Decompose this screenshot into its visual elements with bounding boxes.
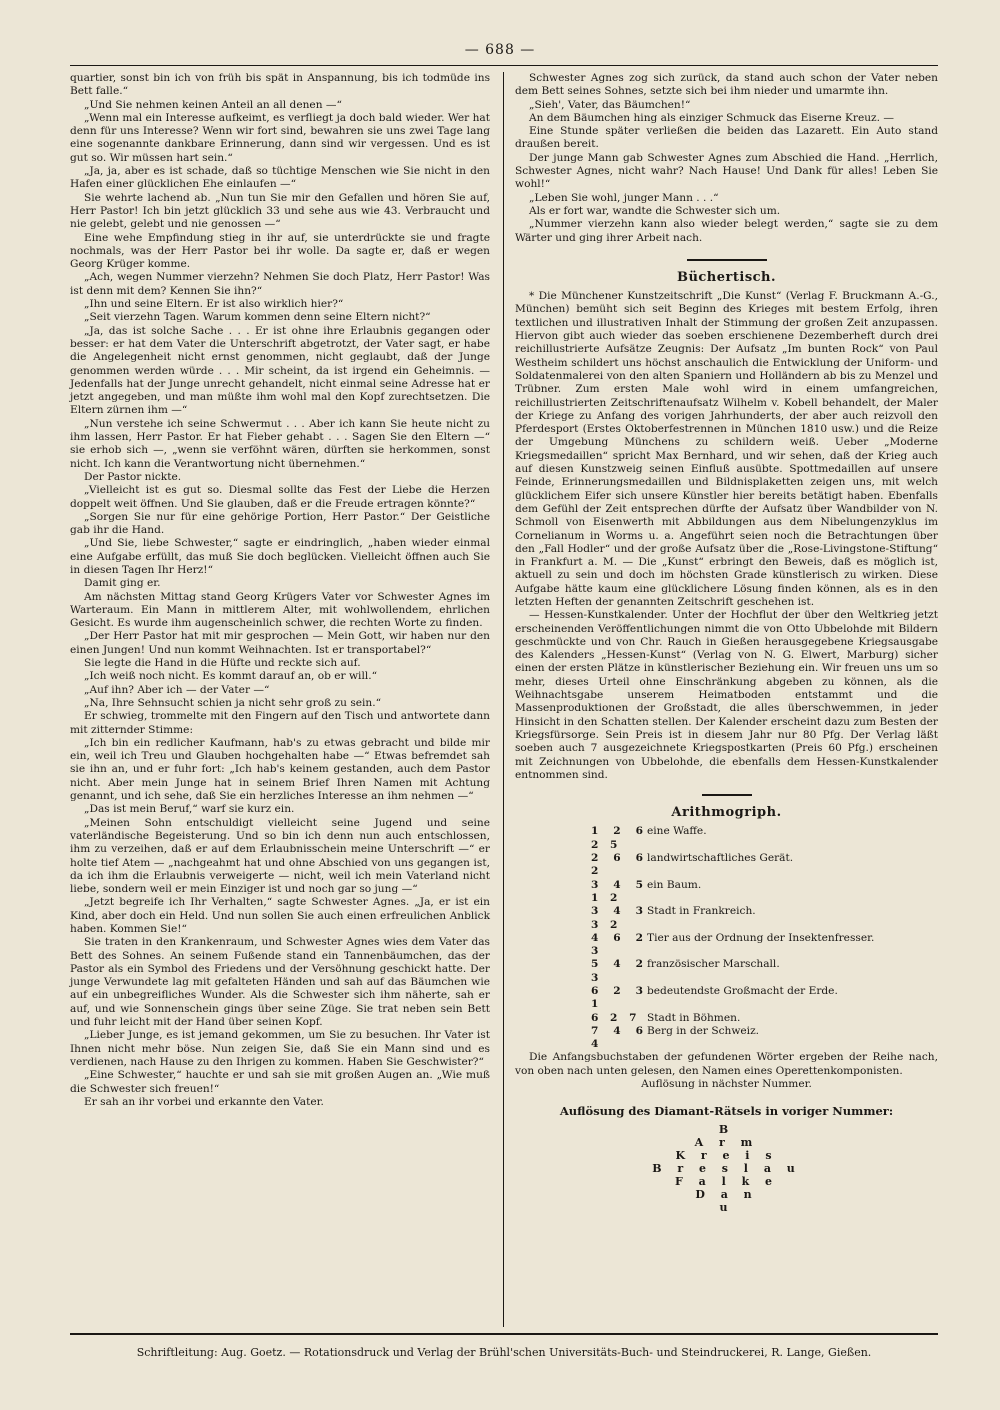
story-paragraph: „Auf ihn? Aber ich — der Vater —“ xyxy=(84,683,270,696)
puzzle-number-code: 5 4 2 3 xyxy=(591,958,647,984)
story-paragraph: „Ach, wegen Nummer vierzehn? Nehmen Sie doch Platz, Herr Pastor! Was ist denn mit dem? Kennen Sie ihn?“ xyxy=(70,271,490,297)
puzzle-number-code: 6 2 3 1 xyxy=(591,985,647,1011)
story-paragraph: „Eine Schwester,“ hauchte er und sah sie mit großen Augen an. „Wie muß die Schwester sich freuen!“ xyxy=(70,1069,490,1095)
puzzle-clue: Berg in der Schweiz. xyxy=(647,1024,760,1037)
diamond-row: u xyxy=(719,1200,734,1214)
section-separator xyxy=(687,259,767,261)
story-paragraph: „Seit vierzehn Tagen. Warum kommen denn seine Eltern nicht?“ xyxy=(84,311,431,324)
solution-heading: Auflösung des Diamant-Rätsels in voriger Nummer: xyxy=(559,1104,894,1119)
story-paragraph: „Leben Sie wohl, junger Mann . . .“ xyxy=(529,191,719,204)
puzzle-number-code: 3 4 5 1 2 xyxy=(591,878,647,904)
right-column xyxy=(515,72,938,1214)
column-divider xyxy=(503,72,504,1327)
puzzle-clue: landwirtschaftliches Gerät. xyxy=(647,852,794,865)
story-paragraph: „Ich weiß noch nicht. Es kommt darauf an, ob er will.“ xyxy=(84,670,378,683)
story-paragraph: Der Pastor nickte. xyxy=(84,470,182,483)
puzzle-number-code: 2 6 6 2 xyxy=(591,852,647,878)
story-paragraph: Er sah an ihr vorbei und erkannte den Vater. xyxy=(84,1095,324,1108)
book-review-paragraph: * Die Münchener Kunstzeitschrift „Die Kunst“ (Verlag F. Bruckmann A.-G., München) bemüht sich seit Beginn des Krieges mit bestem Erfolg, ihren textlichen und illustrativen Inhalt der Stimmung der großen Zeit anzupassen. Hiervon gibt auch wieder das soeben erschienene Dezemberheft durch drei reichillustrierte Aufsätze Zeugnis: Der Aufsatz „Im bunten Rock“ von Paul Westheim schildert uns höchst anschaulich die Entwicklung der Uniform- und Soldatenmalerei von den alten Spaniern und Holländern ab bis zu Menzel und Trübner. Zum ersten Male wohl wird in einem umfangreichen, reichillustrierten Zeitschriftenaufsatz Wilhelm v. Kobell behandelt, der Maler der Kriege zu Anfang des vorigen Jahrhunderts, der aber auch reizvoll den Pferdesport (Erstes Oktoberfestrennen in München 1810 usw.) und die Reize der Umgebung Münchens zu schildern weiß. Ueber „Moderne Kriegsmedaillen“ spricht Max Bernhard, und wir sehen, daß der Krieg auch auf diesen Kunstzweig seinen Einfluß ausübte. Spottmedaillen auf unsere Feinde, Erinnerungsmedaillen und Bildnisplaketten zeigen uns, mit welch glücklichem Eifer sich unsere Künstler hier bereits betätigt haben. Ebenfalls dem Gefühl der Zeit entsprechen dürfte der Aufsatz über Wandbilder von N. Schmoll von Eisenwerth mit Abbildungen aus dem Nibelungenzyklus im Cornelianum in Worms u. a. Angeführt seien noch die Betrachtungen über den „Fall Hodler“ und der große Aufsatz über die „Rose-Livingstone-Stiftung“ in Frankfurt a. M. — Die „Kunst“ erbringt den Beweis, daß es möglich ist, aktuell zu sein und doch im höchsten Grade künstlerisch zu wirken. Diese Aufgabe hätte kaum eine glücklichere Lösung finden können, als es in den letzten Heften der genannten Zeitschrift geschehen ist. xyxy=(515,290,938,608)
puzzle-row xyxy=(515,879,938,906)
diamond-row: D a n xyxy=(695,1187,758,1201)
story-paragraph: Sie traten in den Krankenraum, und Schwester Agnes wies dem Vater das Bett des Sohnes. An seinem Fußende stand ein Tannenbäumchen, das der Pastor als ein Symbol des Friedens und der Versöhnung geschickt hatte. Der junge Verwundete lag mit gefalteten Händen und sah auf das Bäumchen wie auf ein unbegreifliches Wunder. Als die Schwester sich ihm näherte, sah er auf, und wie Sonnenschein gings über seine Züge. Sie trat neben sein Bett und fuhr leicht mit der Hand über seinen Kopf. xyxy=(70,936,490,1029)
story-paragraph: „Ja, das ist solche Sache . . . Er ist ohne ihre Erlaubnis gegangen oder besser: er hat dem Vater die Unterschrift abgetrotzt, der Vater sagt, er habe die Angelegenheit nicht ernst genommen, nicht geglaubt, daß der Junge genommen werden würde . . . Mir scheint, da ist irgend ein Geheimnis. — Jedenfalls hat der Junge unrecht gehandelt, nicht einmal seine Adresse hat er jetzt angegeben, und man müßte ihm wohl mal den Kopf zurechtsetzen. Die Eltern zürnen ihm —“ xyxy=(70,324,490,417)
story-paragraph: Eine wehe Empfindung stieg in ihr auf, sie unterdrückte sie und fragte nochmals, was der Herr Pastor bei ihr wolle. Da sagte er, daß er wegen Georg Krüger komme. xyxy=(70,231,490,271)
puzzle-clue: bedeutendste Großmacht der Erde. xyxy=(647,985,838,997)
story-paragraph: „Ja, ja, aber es ist schade, daß so tüchtige Menschen wie Sie nicht in den Hafen einer glücklichen Ehe einlaufen —“ xyxy=(70,165,490,191)
puzzle-note: Auflösung in nächster Nummer. xyxy=(641,1078,812,1091)
puzzle-row xyxy=(515,1012,938,1025)
story-paragraph: Damit ging er. xyxy=(84,577,161,590)
puzzle-clue: Tier aus der Ordnung der Insektenfresser. xyxy=(647,931,875,944)
puzzle-instruction: Die Anfangsbuchstaben der gefundenen Wörter ergeben der Reihe nach, von oben nach unten gelesen, den Namen eines Operettenkomponisten. xyxy=(515,1051,938,1077)
story-paragraph: Er schwieg, trommelte mit den Fingern auf den Tisch und antwortete dann mit zitternder Stimme: xyxy=(70,710,490,736)
puzzle-number-code: 4 6 2 3 xyxy=(591,931,647,958)
puzzle-clue: eine Waffe. xyxy=(647,825,707,838)
puzzle-number-code: 6 2 7 xyxy=(591,1011,641,1024)
puzzle-row xyxy=(515,852,938,879)
top-rule xyxy=(70,65,938,66)
puzzle-clue: französischer Marschall. xyxy=(647,958,780,971)
books-section xyxy=(515,290,938,782)
story-paragraph: Eine Stunde später verließen die beiden das Lazarett. Ein Auto stand draußen bereit. xyxy=(515,125,938,151)
diamond-row: K r e i s xyxy=(675,1148,778,1162)
story-paragraph: „Wenn mal ein Interesse aufkeimt, es verfliegt ja doch bald wieder. Wer hat denn für uns Interesse? Wenn wir fort sind, bewahren sie uns zwei Tage lang eine sogenannte dankbare Erinnerung, dann sind wir vergessen. Und es ist gut so. Wir müssen hart sein.“ xyxy=(70,111,490,164)
story-paragraph: „Sieh', Vater, das Bäumchen!“ xyxy=(529,98,691,111)
diamond-row: B xyxy=(718,1122,735,1136)
story-paragraph: „Lieber Junge, es ist jemand gekommen, um Sie zu besuchen. Ihr Vater ist Ihnen nicht mehr böse. Nun zeigen Sie, daß Sie ein Mann sind und es verdienen, nach Hause zu den Ihrigen zu kommen. Haben Sie Geschwister?“ xyxy=(70,1029,490,1068)
story-paragraph: Am nächsten Mittag stand Georg Krügers Vater vor Schwester Agnes im Warteraum. Ein Mann in mittlerem Alter, mit wohlwollendem, ehrlichen Gesicht. Es wurde ihm augenscheinlich schwer, die rechten Worte zu finden. xyxy=(70,590,490,630)
story-end xyxy=(515,72,938,245)
puzzle-number-code: 3 4 3 3 2 xyxy=(591,905,647,931)
story-paragraph: Als er fort war, wandte die Schwester sich um. xyxy=(529,204,781,217)
section-separator-2 xyxy=(702,794,752,796)
story-paragraph: „Jetzt begreife ich Ihr Verhalten,“ sagte Schwester Agnes. „Ja, er ist ein Kind, aber doch ein Held. Und nun sollen Sie auch einen erfreulichen Anblick haben. Kommen Sie!“ xyxy=(70,896,490,935)
puzzle-list xyxy=(515,825,938,1051)
puzzle-row xyxy=(515,932,938,959)
page-number: — 688 — xyxy=(464,42,536,58)
left-column xyxy=(70,72,490,1109)
diamond-row: B r e s l a u xyxy=(652,1161,801,1175)
puzzle-number-code: 1 2 6 2 5 xyxy=(591,825,647,851)
story-paragraph: „Na, Ihre Sehnsucht schien ja nicht sehr groß zu sein.“ xyxy=(84,696,382,709)
story-paragraph: „Und Sie, liebe Schwester,“ sagte er eindringlich, „haben wieder einmal eine Aufgabe erfüllt, das muß Sie doch beglücken. Vielleicht öffnen auch Sie in diesen Tagen Ihr Herz!“ xyxy=(70,537,490,576)
puzzle-row xyxy=(515,1025,938,1052)
puzzle-row xyxy=(515,985,938,1012)
story-paragraph: „Der Herr Pastor hat mit mir gesprochen — Mein Gott, wir haben nur den einen Jungen! Und nun kommt Weihnachten. Ist er transportabel?“ xyxy=(70,630,490,656)
diamond-solution xyxy=(515,1123,938,1214)
bottom-rule xyxy=(70,1333,938,1335)
diamond-row: F a l k e xyxy=(674,1174,779,1188)
story-paragraph: An dem Bäumchen hing als einziger Schmuck das Eiserne Kreuz. — xyxy=(529,111,894,124)
puzzle-clue: ein Baum. xyxy=(647,878,702,891)
diamond-row: A r m xyxy=(694,1135,759,1149)
story-paragraph: „Meinen Sohn entschuldigt vielleicht seine Jugend und seine vaterländische Begeisterung. Und so bin ich denn nun auch entschlossen, ihm zu verzeihen, daß er auf dem Erlaubnisschein meine Unterschrift —“ er holte tief Atem — „nachgeahmt hat und ohne Abschied von uns gegangen ist, da ich ihm die Erlaubnis verweigerte — nicht, weil ich mein Vaterland nicht liebe, sondern weil er mein Einziger ist und noch gar so jung —“ xyxy=(70,816,490,896)
books-heading: Büchertisch. xyxy=(676,269,777,285)
story-paragraph: Schwester Agnes zog sich zurück, da stand auch schon der Vater neben dem Bett seines Sohnes, setzte sich bei ihm nieder und umarmte ihn. xyxy=(515,72,938,98)
puzzle-row xyxy=(515,958,938,985)
story-paragraph: Der junge Mann gab Schwester Agnes zum Abschied die Hand. „Herrlich, Schwester Agnes, nicht wahr? Nach Hause! Und Dank für alles! Leben Sie wohl!“ xyxy=(515,151,938,191)
puzzle-clue: Stadt in Böhmen. xyxy=(647,1011,741,1024)
story-paragraph: „Und Sie nehmen keinen Anteil an all denen —“ xyxy=(84,98,342,111)
story-paragraph: quartier, sonst bin ich von früh bis spät in Anspannung, bis ich todmüde ins Bett falle.“ xyxy=(70,72,490,98)
puzzle-heading: Arithmogriph. xyxy=(671,805,782,821)
story-paragraph: „Vielleicht ist es gut so. Diesmal sollte das Fest der Liebe die Herzen doppelt weit öffnen. Und Sie glauben, daß er die Freude ertragen könnte?“ xyxy=(70,484,490,510)
story-paragraph: „Nummer vierzehn kann also wieder belegt werden,“ sagte sie zu dem Wärter und ging ihrer Arbeit nach. xyxy=(515,218,938,244)
story-paragraph: „Das ist mein Beruf,“ warf sie kurz ein. xyxy=(84,803,295,816)
puzzle-number-code: 7 4 6 4 xyxy=(591,1024,647,1051)
story-paragraph: „Ich bin ein redlicher Kaufmann, hab's zu etwas gebracht und bilde mir ein, weil ich Treu und Glauben hochgehalten habe —“ Etwas befremdet sah sie ihn an, und er fuhr fort: „Ich hab's keinem gestanden, auch dem Pastor nicht. Aber mein Junge hat in seinem Brief Ihren Namen mit Achtung genannt, und ich sehe, daß Sie ein herzliches Interesse an ihm nehmen —“ xyxy=(70,736,490,803)
story-paragraph: Sie legte die Hand in die Hüfte und reckte sich auf. xyxy=(84,657,361,670)
puzzle-clue: Stadt in Frankreich. xyxy=(647,905,756,918)
story-paragraph: Sie wehrte lachend ab. „Nun tun Sie mir den Gefallen und hören Sie auf, Herr Pastor! Ich bin jetzt glücklich 33 und sehe aus wie 43. Verbraucht und nie gelebt, gelebt und nie genossen —“ xyxy=(70,191,490,231)
story-paragraph: „Nun verstehe ich seine Schwermut . . . Aber ich kann Sie heute nicht zu ihm lassen, Herr Pastor. Er hat Fieber gehabt . . . Sagen Sie den Eltern —“ sie erhob sich —, „wenn sie verföhnt wären, dürften sie herkommen, sonst nicht. Ich kann die Verantwortung nicht übernehmen.“ xyxy=(70,417,490,470)
puzzle-row xyxy=(515,825,938,852)
story-paragraph: „Sorgen Sie nur für eine gehörige Portion, Herr Pastor.“ Der Geistliche gab ihr die Hand. xyxy=(70,510,490,537)
footer-imprint: Schriftleitung: Aug. Goetz. — Rotationsdruck und Verlag der Brühl'schen Universitäts-Buch- und Steindruckerei, R. Lange, Gießen. xyxy=(136,1346,872,1359)
book-review-paragraph: — Hessen-Kunstkalender. Unter der Hochflut der über den Weltkrieg jetzt erscheinenden Veröffentlichungen nimmt die von Otto Ubbelohde mit Bildern geschmückte und von Chr. Rauch in Gießen herausgegebene Kriegsausgabe des Kalenders „Hessen-Kunst“ (Verlag von N. G. Elwert, Marburg) sicher einen der ersten Plätze in künstlerischer Beziehung ein. Wir freuen uns um so mehr, dieses Urteil ohne Einschränkung abgeben zu können, als die Weihnachtsgabe unserem Heimatboden entstammt und die Massenproduktionen der Großstadt, die alles überschwemmen, in jeder Hinsicht in den Schatten stellen. Der Kalender erscheint dazu zum Besten der Kriegsfürsorge. Sein Preis ist in diesem Jahr nur 80 Pfg. Der Verlag läßt soeben auch 7 ausgezeichnete Kriegspostkarten (Preis 60 Pfg.) erscheinen mit Zeichnungen von Ubbelohde, die ebenfalls dem Hessen-Kunstkalender entnommen sind. xyxy=(515,609,938,781)
puzzle-row xyxy=(515,905,938,932)
story-paragraph: „Ihn und seine Eltern. Er ist also wirklich hier?“ xyxy=(84,298,344,311)
